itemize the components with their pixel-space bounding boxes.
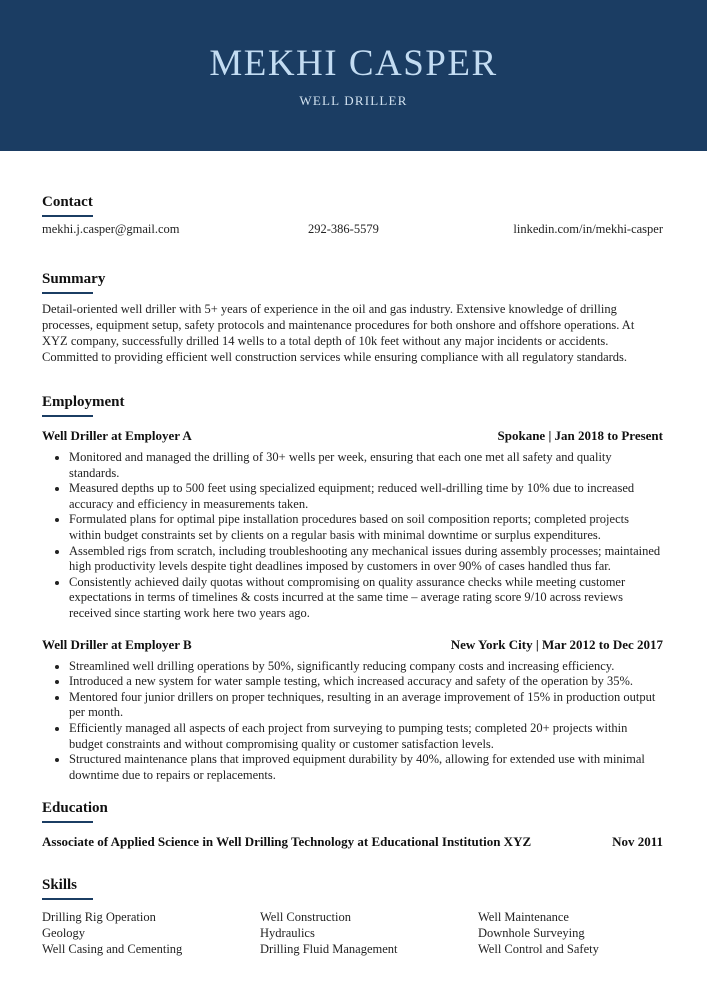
resume-header [0, 0, 707, 151]
education-date: Nov 2011 [612, 834, 663, 849]
heading-underline [42, 898, 93, 900]
employment-heading: Employment [42, 394, 125, 410]
job-bullet: • Introduced a new system for water sample testing, which increased accuracy and safety of the operation by 35%. [69, 674, 663, 690]
job-entry [42, 427, 663, 622]
job-bullet: • Monitored and managed the drilling of 30+ wells per week, ensuring that each one met all safety and quality standards. [69, 450, 663, 481]
contact-phone[interactable]: 292-386-5579 [308, 222, 379, 236]
skill-item: Well Maintenance [478, 910, 569, 924]
education-entry [42, 833, 663, 850]
summary-heading: Summary [42, 271, 106, 287]
skill-item: Hydraulics [260, 926, 315, 940]
contact-heading: Contact [42, 194, 93, 210]
contact-section [42, 192, 663, 236]
job-bullet: • Streamlined well drilling operations by 50%, significantly reducing company costs and increasing efficiency. [69, 659, 663, 675]
job-bullets [42, 659, 663, 784]
job-header [42, 427, 663, 444]
job-role: Well Driller at Employer B [42, 636, 192, 652]
job-bullet: • Formulated plans for optimal pipe installation procedures based on soil composition reports; completed projects within budget constraints set by clients on a regular basis with minimal downtime or surplus expenditures. [69, 512, 663, 543]
job-bullet: • Mentored four junior drillers on proper techniques, resulting in an average improvement of 15% in production output per month. [69, 690, 663, 721]
skill-item: Drilling Fluid Management [260, 942, 398, 956]
skills-heading: Skills [42, 877, 78, 893]
job-header [42, 636, 663, 653]
skill-item: Geology [42, 926, 86, 940]
skills-grid [42, 909, 663, 957]
job-bullets [42, 450, 663, 622]
job-role: Well Driller at Employer A [42, 428, 192, 443]
job-entry [42, 636, 663, 784]
job-bullet: • Structured maintenance plans that improved equipment durability by 40%, allowing for extended use with minimal downtime due to repairs or replacements. [69, 752, 663, 783]
skill-item: Well Control and Safety [478, 942, 599, 956]
job-bullet: • Assembled rigs from scratch, including troubleshooting any mechanical issues during assembly processes; maintained high productivity levels despite tight deadlines imposed by customers in over 90% of cases handled thus far. [69, 544, 663, 575]
summary-text: Detail-oriented well driller with 5+ years of experience in the oil and gas industry. Extensive knowledge of drilling processes, equipment setup, safety protocols and maintenance procedures for both onshore and offshore operations. At XYZ company, successfully drilled 14 wells to a total depth of 10k feet without any major incidents or accidents. Committed to providing efficient well construction services while ensuring compliance with all regulatory standards. [42, 302, 635, 364]
skill-item: Well Construction [260, 910, 351, 924]
job-bullet: • Consistently achieved daily quotas without compromising on quality assurance checks while meeting customer expectations in terms of timelines & costs incurred at the same time – average rating score 9/10 across reviews received since starting work here two years ago. [69, 575, 663, 622]
employment-section [42, 392, 663, 783]
job-bullet: • Efficiently managed all aspects of each project from surveying to pumping tests; completed 20+ projects within budget constraints and without compromising quality or customer satisfaction levels. [69, 721, 663, 752]
heading-underline [42, 821, 93, 823]
education-heading: Education [42, 800, 108, 816]
skills-section [42, 875, 663, 957]
education-section [42, 798, 663, 850]
job-meta: New York City | Mar 2012 to Dec 2017 [450, 636, 663, 652]
heading-underline [42, 415, 93, 417]
heading-underline [42, 292, 93, 294]
candidate-name: MEKHI CASPER [209, 43, 498, 84]
education-degree: Associate of Applied Science in Well Drilling Technology at Educational Institution XYZ [42, 834, 532, 849]
skill-item: Downhole Surveying [478, 926, 585, 940]
contact-email[interactable]: mekhi.j.casper@gmail.com [42, 222, 180, 236]
job-bullet: • Measured depths up to 500 feet using specialized equipment; reduced well-drilling time by 10% due to increased accuracy and efficiency in measurements taken. [69, 481, 663, 512]
job-meta: Spokane | Jan 2018 to Present [497, 428, 663, 443]
skill-item: Well Casing and Cementing [42, 942, 183, 956]
heading-underline [42, 215, 93, 217]
contact-linkedin[interactable]: linkedin.com/in/mekhi-casper [513, 222, 663, 236]
candidate-title: WELL DRILLER [299, 93, 408, 108]
skill-item: Drilling Rig Operation [42, 910, 156, 924]
summary-section [42, 269, 663, 365]
